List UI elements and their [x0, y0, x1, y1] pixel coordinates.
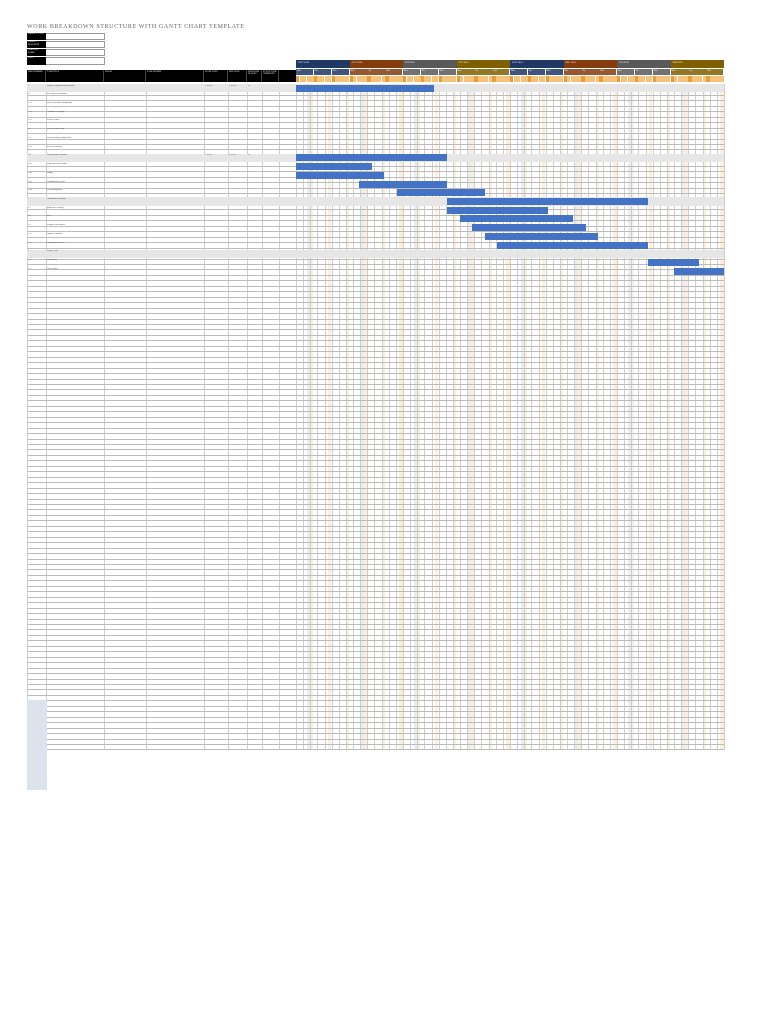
week-header: Tue [421, 69, 438, 75]
row-divider [27, 520, 724, 521]
week-header: Wed [653, 69, 670, 75]
row-divider [27, 100, 724, 101]
gantt-bar[interactable] [447, 198, 648, 205]
row-divider [27, 144, 724, 145]
table-cell[interactable]: 1.2 [28, 128, 31, 131]
table-cell[interactable]: 1.4.1 [28, 163, 33, 166]
row-divider [27, 728, 724, 729]
table-cell[interactable]: 1.1.1 [28, 101, 33, 104]
column-header: DUE DATE [228, 70, 247, 82]
column-header-blank [279, 70, 296, 82]
column-header: TASK OWNER [146, 70, 204, 82]
row-divider [27, 411, 724, 412]
gantt-bar[interactable] [648, 259, 698, 266]
table-cell[interactable]: Final Report [47, 267, 58, 270]
row-divider [27, 128, 724, 129]
row-divider [27, 286, 724, 287]
row-divider [27, 439, 724, 440]
gantt-bar[interactable] [397, 189, 485, 196]
week-header: Wed [332, 69, 349, 75]
meta-row [27, 57, 105, 65]
row-divider [27, 509, 724, 510]
day-marker [720, 76, 723, 82]
meta-label: COMPANY NAME [27, 49, 46, 56]
row-divider [27, 689, 724, 690]
table-cell[interactable]: 1.4.3 [28, 180, 33, 183]
week-header: Tue [314, 69, 331, 75]
row-divider [27, 640, 724, 641]
month-header: OCT 2018 [457, 60, 511, 68]
row-divider [27, 657, 724, 658]
row-divider [27, 504, 724, 505]
row-divider [27, 695, 724, 696]
table-cell[interactable]: Kick-off Meeting [47, 145, 62, 148]
grid-line [724, 84, 725, 750]
table-cell[interactable]: Monitor Deliverables [47, 224, 65, 227]
row-divider [27, 308, 724, 309]
week-header: Tue [635, 69, 652, 75]
row-divider [27, 395, 724, 396]
column-header: START DATE [204, 70, 228, 82]
company-name-field[interactable] [46, 49, 105, 56]
gantt-bar[interactable] [296, 85, 434, 92]
table-cell[interactable]: 8/1/2018 [229, 154, 237, 157]
table-cell[interactable]: Meet the Lead Team [47, 128, 65, 131]
row-divider [27, 542, 724, 543]
row-divider [27, 553, 724, 554]
table-cell[interactable]: 31 [248, 154, 251, 157]
gantt-bar[interactable] [296, 154, 447, 161]
date-field[interactable] [46, 57, 105, 65]
meta-label: PROJECT TITLE [27, 33, 46, 40]
row-divider [27, 406, 724, 407]
row-divider [27, 319, 724, 320]
row-divider [27, 668, 724, 669]
table-cell[interactable]: Scope and Goal Setting [47, 163, 67, 166]
meta-row [27, 41, 105, 48]
column-header: PCT OF TASK COMPLETE [262, 70, 279, 82]
row-divider [27, 275, 724, 276]
meta-label: DATE [27, 57, 46, 65]
row-divider [27, 237, 724, 238]
table-cell[interactable]: Status and Tracking [47, 206, 64, 209]
table-cell[interactable]: Project Conception and Initiation [47, 84, 75, 87]
gantt-bar[interactable] [485, 233, 598, 240]
column-header: WBS NUMBER [27, 70, 46, 82]
row-divider [27, 111, 724, 112]
table-cell[interactable]: Project Close [47, 250, 59, 253]
month-header: NOV 2018 [510, 60, 564, 68]
table-cell[interactable]: Performance Review [47, 241, 65, 244]
row-divider [27, 122, 724, 123]
meta-row [27, 49, 105, 56]
row-divider [27, 231, 724, 232]
row-divider [27, 548, 724, 549]
row-divider [27, 466, 724, 467]
row-divider [27, 351, 724, 352]
row-divider [27, 400, 724, 401]
table-cell[interactable]: Postmortem [47, 259, 58, 262]
row-divider [27, 679, 724, 680]
table-cell[interactable]: Communication Plan [47, 180, 65, 183]
column-header: DURATION IN DAYS [247, 70, 262, 82]
week-header: Tue [528, 69, 545, 75]
month-header: SEP 2018 [403, 60, 457, 68]
table-cell[interactable]: 3 [28, 250, 30, 253]
table-cell[interactable]: Review Initiative Background [47, 101, 73, 104]
row-divider [27, 684, 724, 685]
row-divider [27, 733, 724, 734]
row-divider [27, 739, 724, 740]
row-divider [27, 591, 724, 592]
week-header: Mon [510, 69, 527, 75]
row-divider [27, 368, 724, 369]
week-header: Wed [492, 69, 509, 75]
table-cell[interactable]: 3.2 [28, 267, 31, 270]
table-cell[interactable]: 31 [248, 84, 251, 87]
row-divider [27, 106, 724, 107]
row-divider [27, 471, 724, 472]
table-cell[interactable]: 1.4.4 [28, 189, 33, 192]
row-divider [27, 193, 724, 194]
table-cell[interactable]: 1.3.1 [28, 145, 33, 148]
row-divider [27, 706, 724, 707]
table-cell[interactable]: 1.1 [28, 93, 31, 96]
row-divider [27, 291, 724, 292]
month-header: JAN 2019 [617, 60, 671, 68]
row-divider [27, 188, 724, 189]
week-header: Mon [617, 69, 634, 75]
row-divider [27, 537, 724, 538]
lower-block-shade [27, 700, 47, 790]
table-cell[interactable]: KPIs [47, 215, 52, 218]
table-cell[interactable]: Risk Management [47, 189, 63, 192]
week-header: Wed [385, 69, 402, 75]
table-cell[interactable]: Budget [47, 171, 54, 174]
table-cell[interactable]: 7/1/2018 [205, 84, 213, 87]
row-divider [27, 526, 724, 527]
row-divider [27, 624, 724, 625]
week-header: Mon [457, 69, 474, 75]
gantt-bar[interactable] [359, 181, 447, 188]
row-divider [27, 139, 724, 140]
row-divider [27, 515, 724, 516]
row-divider [27, 700, 724, 701]
week-header: Tue [581, 69, 598, 75]
row-divider [27, 389, 724, 390]
gantt-bar[interactable] [296, 163, 372, 170]
row-divider [27, 226, 724, 227]
gantt-bar[interactable] [497, 242, 648, 249]
project-manager-field[interactable] [46, 41, 105, 48]
meta-label: PROJECT MANAGER [27, 41, 46, 48]
gantt-bar[interactable] [460, 215, 573, 222]
table-cell[interactable]: 1.1.2 [28, 110, 33, 113]
row-divider [27, 749, 724, 750]
row-divider [27, 580, 724, 581]
row-divider [27, 722, 724, 723]
gantt-bar[interactable] [674, 268, 724, 275]
table-cell[interactable]: 1.3 [28, 136, 31, 139]
row-divider [27, 133, 724, 134]
table-cell[interactable]: 2 [28, 197, 30, 200]
column-header: TASK TITLE [46, 70, 104, 82]
row-divider [27, 280, 724, 281]
row-divider [27, 597, 724, 598]
row-divider [27, 422, 724, 423]
table-cell[interactable]: Launch and Execution [47, 197, 66, 200]
month-header: FEB 2019 [671, 60, 725, 68]
row-divider [27, 569, 724, 570]
row-divider [27, 269, 724, 270]
row-divider [27, 662, 724, 663]
row-divider [27, 460, 724, 461]
row-divider [27, 428, 724, 429]
row-divider [27, 717, 724, 718]
row-divider [27, 346, 724, 347]
row-divider [27, 149, 724, 150]
month-header: AUG 2018 [350, 60, 404, 68]
row-divider [27, 209, 724, 210]
gantt-bar[interactable] [447, 207, 548, 214]
row-divider [27, 493, 724, 494]
table-cell[interactable]: 1.4 [28, 154, 31, 157]
row-divider [27, 220, 724, 221]
row-divider [27, 379, 724, 380]
week-header: Mon [296, 69, 313, 75]
row-divider [27, 608, 724, 609]
row-divider [27, 166, 724, 167]
row-divider [27, 455, 724, 456]
table-cell[interactable]: Initial Staffing Requirements [47, 136, 72, 139]
row-divider [27, 531, 724, 532]
row-divider [27, 619, 724, 620]
week-header: Wed [599, 69, 616, 75]
table-cell[interactable]: 3.1 [28, 259, 31, 262]
row-divider [27, 673, 724, 674]
row-divider [27, 635, 724, 636]
week-header: Tue [367, 69, 384, 75]
row-divider [27, 646, 724, 647]
table-cell[interactable]: 2.1 [28, 206, 31, 209]
row-divider [27, 362, 724, 363]
row-divider [27, 297, 724, 298]
row-divider [27, 586, 724, 587]
week-header: Mon [564, 69, 581, 75]
column-header: PHASE [104, 70, 146, 82]
table-cell[interactable]: Planning and Definition [47, 154, 67, 157]
table-cell[interactable]: Quality Assurance [47, 232, 63, 235]
table-cell[interactable]: 2.4 [28, 232, 31, 235]
week-header: Wed [546, 69, 563, 75]
row-divider [27, 651, 724, 652]
week-header: Wed [439, 69, 456, 75]
row-divider [27, 602, 724, 603]
summary-row [27, 250, 724, 258]
table-cell[interactable]: 1.1.3 [28, 119, 33, 122]
gantt-bar[interactable] [296, 172, 384, 179]
row-divider [27, 357, 724, 358]
week-header: Tue [474, 69, 491, 75]
row-divider [27, 417, 724, 418]
row-divider [27, 433, 724, 434]
row-divider [27, 711, 724, 712]
row-divider [27, 564, 724, 565]
project-title-field[interactable] [46, 33, 105, 40]
row-divider [27, 215, 724, 216]
row-divider [27, 482, 724, 483]
table-cell[interactable]: 7/1/2018 [205, 154, 213, 157]
row-divider [27, 575, 724, 576]
row-divider [27, 302, 724, 303]
table-cell[interactable]: 1 [28, 84, 30, 87]
row-divider [27, 384, 724, 385]
row-divider [27, 329, 724, 330]
row-divider [27, 629, 724, 630]
row-divider [27, 744, 724, 745]
page-title: WORK BREAKDOWN STRUCTURE WITH GANTT CHART TEMPLATE [27, 24, 245, 30]
week-header: Mon [350, 69, 367, 75]
table-cell[interactable]: Contract Set Lengths [47, 110, 65, 113]
row-divider [27, 559, 724, 560]
table-cell[interactable]: Project Charter [47, 119, 60, 122]
row-divider [27, 613, 724, 614]
week-header: Wed [706, 69, 723, 75]
week-header: Tue [688, 69, 705, 75]
table-cell[interactable]: 1.4.2 [28, 171, 33, 174]
row-divider [27, 264, 724, 265]
month-header: DEC 2018 [564, 60, 618, 68]
gantt-bar[interactable] [472, 224, 585, 231]
row-divider [27, 324, 724, 325]
week-header: Mon [403, 69, 420, 75]
row-divider [27, 259, 724, 260]
row-divider [27, 95, 724, 96]
row-divider [27, 313, 724, 314]
project-meta [27, 33, 105, 66]
row-divider [27, 477, 724, 478]
table-cell[interactable]: 8/1/2018 [229, 84, 237, 87]
row-divider [27, 499, 724, 500]
row-divider [27, 117, 724, 118]
table-cell[interactable]: Set Project Information [47, 93, 67, 96]
row-divider [27, 373, 724, 374]
table-cell[interactable]: 2.3 [28, 224, 31, 227]
row-divider [27, 340, 724, 341]
table-cell[interactable]: 2.5 [28, 241, 31, 244]
table-cell[interactable]: 2.2 [28, 215, 31, 218]
week-header: Mon [671, 69, 688, 75]
row-divider [27, 449, 724, 450]
row-divider [27, 488, 724, 489]
row-divider [27, 444, 724, 445]
row-divider [27, 335, 724, 336]
meta-row [27, 33, 105, 40]
month-header: JULY 2018 [296, 60, 350, 68]
